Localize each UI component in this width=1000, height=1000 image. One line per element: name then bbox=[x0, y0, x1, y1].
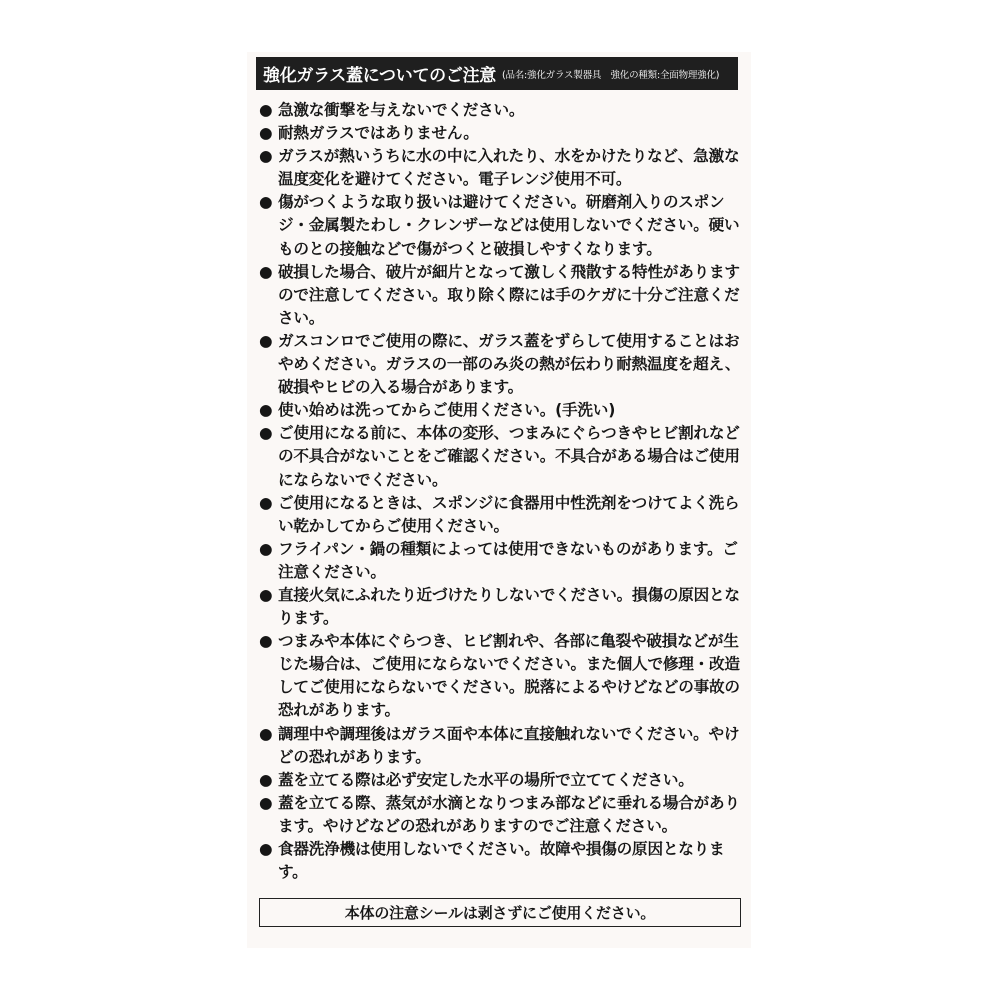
caution-item bbox=[259, 399, 747, 422]
bullet-icon: ● bbox=[259, 632, 273, 651]
footer-notice-box bbox=[259, 898, 741, 927]
header-subtitle: (品名:強化ガラス製器具 強化の種類:全面物理強化) bbox=[501, 69, 720, 81]
caution-text: 破損した場合、破片が細片となって激しく飛散する特性がありますので注意してください。取り除く際には手のケガに十分ご注意ください。 bbox=[278, 262, 740, 327]
bullet-icon: ● bbox=[259, 585, 273, 604]
caution-item bbox=[259, 723, 747, 769]
bullet-icon: ● bbox=[259, 147, 273, 166]
header-title: 強化ガラス蓋についてのご注意 bbox=[263, 66, 496, 86]
caution-item bbox=[259, 191, 747, 260]
caution-item bbox=[259, 584, 747, 630]
bullet-icon: ● bbox=[259, 770, 273, 789]
footer-notice-text: 本体の注意シールは剥さずにご使用ください。 bbox=[344, 904, 656, 922]
caution-text: 耐熱ガラスではありません。 bbox=[278, 124, 479, 143]
bullet-icon: ● bbox=[259, 724, 273, 743]
bullet-icon: ● bbox=[259, 424, 273, 443]
caution-text: 蓋を立てる際、蒸気が水滴となりつまみ部などに垂れる場合があります。やけどなどの恐れがありますのでご注意ください。 bbox=[278, 793, 740, 835]
caution-item bbox=[259, 122, 747, 145]
caution-text: 傷がつくような取り扱いは避けてください。研磨剤入りのスポンジ・金属製たわし・クレンザーなどは使用しないでください。硬いものとの接触などで傷がつくと破損しやすくなります。 bbox=[278, 193, 740, 258]
bullet-icon: ● bbox=[259, 793, 273, 812]
caution-text: 調理中や調理後はガラス面や本体に直接触れないでください。やけどの恐れがあります。 bbox=[278, 724, 740, 766]
caution-text: ご使用になる前に、本体の変形、つまみにぐらつきやヒビ割れなどの不具合がないことをご確認ください。不具合がある場合はご使用にならないでください。 bbox=[278, 424, 740, 489]
bullet-icon: ● bbox=[259, 401, 273, 420]
bullet-icon: ● bbox=[259, 262, 273, 281]
bullet-icon: ● bbox=[259, 331, 273, 350]
caution-text: 直接火気にふれたり近づけたりしないでください。損傷の原因となります。 bbox=[278, 585, 740, 628]
caution-item bbox=[259, 630, 747, 722]
caution-text: つまみや本体にぐらつき、ヒビ割れや、各部に亀裂や破損などが生じた場合は、ご使用にならないでください。また個人で修理・改造してご使用にならないでください。脱落によるやけどなどの事故の恐れがあります。 bbox=[278, 632, 740, 720]
bullet-icon: ● bbox=[259, 539, 273, 558]
caution-item bbox=[259, 838, 747, 884]
caution-item bbox=[259, 330, 747, 399]
caution-text: 蓋を立てる際は必ず安定した水平の場所で立ててください。 bbox=[278, 770, 694, 789]
caution-text: ガラスが熱いうちに水の中に入れたり、水をかけたりなど、急激な温度変化を避けてください。電子レンジ使用不可。 bbox=[278, 147, 740, 189]
bullet-icon: ● bbox=[259, 101, 273, 119]
bullet-icon: ● bbox=[259, 193, 273, 212]
caution-text: フライパン・鍋の種類によっては使用できないものがあります。ご注意ください。 bbox=[278, 539, 738, 581]
caution-text: 急激な衝撃を与えないでください。 bbox=[278, 101, 525, 119]
bullet-icon: ● bbox=[259, 840, 273, 858]
caution-text: 使い始めは洗ってからご使用ください。(手洗い) bbox=[278, 401, 616, 420]
caution-text: 食器洗浄機は使用しないでください。故障や損傷の原因となります。 bbox=[278, 840, 725, 882]
caution-item bbox=[259, 99, 747, 122]
caution-item bbox=[259, 422, 747, 491]
caution-item bbox=[259, 492, 747, 538]
caution-item bbox=[259, 538, 747, 584]
bullet-icon: ● bbox=[259, 124, 273, 143]
caution-text: ガスコンロでご使用の際に、ガラス蓋をずらして使用することはおやめください。ガラスの一部のみ炎の熱が伝わり耐熱温度を超え、破損やヒビの入る場合があります。 bbox=[278, 331, 741, 397]
caution-item bbox=[259, 769, 747, 792]
caution-text: ご使用になるときは、スポンジに食器用中性洗剤をつけてよく洗らい乾かしてからご使用ください。 bbox=[278, 493, 740, 535]
caution-list bbox=[259, 99, 747, 884]
caution-item bbox=[259, 261, 747, 330]
bullet-icon: ● bbox=[259, 493, 273, 512]
warning-header bbox=[256, 57, 738, 90]
caution-item bbox=[259, 145, 747, 191]
caution-item bbox=[259, 792, 747, 838]
